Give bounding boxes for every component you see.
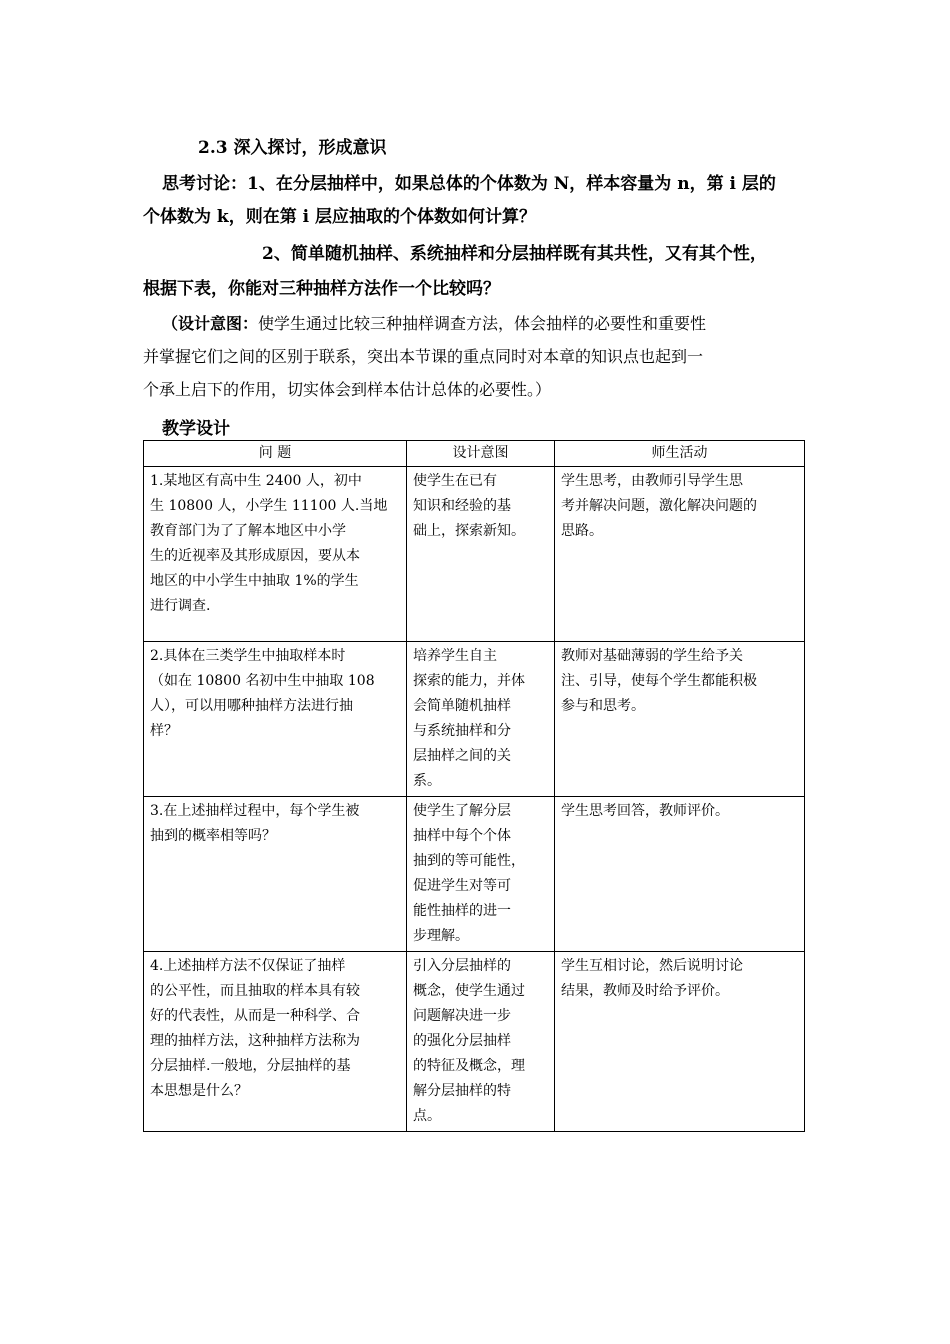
intent-cell: 使学生在已有 知识和经验的基 础上，探索新知。 [407,467,555,642]
problem-cell: 3.在上述抽样过程中，每个学生被 抽到的概率相等吗？ [144,797,407,952]
discussion-question-2-line-2: 根据下表，你能对三种抽样方法作一个比较吗？ [143,279,500,299]
discussion-question-1-line-1: 思考讨论：1、在分层抽样中，如果总体的个体数为 N，样本容量为 n，第 i 层的 [162,174,776,194]
design-intent-text: 使学生通过比较三种抽样调查方法，体会抽样的必要性和重要性 [258,314,707,333]
activity-cell: 教师对基础薄弱的学生给予关 注、引导，使每个学生都能积极 参与和思考。 [555,642,805,797]
table-header-row [144,441,805,467]
header-activity: 师生活动 [555,441,805,467]
activity-cell: 学生思考，由教师引导学生思 考并解决问题，激化解决问题的 思路。 [555,467,805,642]
table-title: 教学设计 [162,419,230,439]
problem-cell: 4.上述抽样方法不仅保证了抽样 的公平性，而且抽取的样本具有较 好的代表性，从而是一种科学、合 理的抽样方法，这种抽样方法称为 分层抽样.一般地，分层抽样的基 本思想是什么？ [144,952,407,1132]
design-intent-line-1 [162,311,706,334]
table-row [144,952,805,1132]
problem-cell: 1.某地区有高中生 2400 人，初中 生 10800 人，小学生 11100 人.当地 教育部门为了了解本地区中小学 生的近视率及其形成原因，要从本 地区的中小学生中抽取 1%的学生 进行调查. [144,467,407,642]
intent-cell: 引入分层抽样的 概念，使学生通过 问题解决进一步 的强化分层抽样 的特征及概念，理 解分层抽样的特 点。 [407,952,555,1132]
design-intent-label: （设计意图： [162,314,259,333]
activity-cell: 学生思考回答，教师评价。 [555,797,805,952]
table-row [144,642,805,797]
intent-cell: 使学生了解分层 抽样中每个个体 抽到的等可能性， 促进学生对等可 能性抽样的进一 步理解。 [407,797,555,952]
design-intent-line-2: 并掌握它们之间的区别于联系，突出本节课的重点同时对本章的知识点也起到一 [143,347,704,366]
discussion-question-1-line-2: 个体数为 k，则在第 i 层应抽取的个体数如何计算？ [143,207,536,227]
activity-cell: 学生互相讨论，然后说明讨论 结果，教师及时给予评价。 [555,952,805,1132]
table-row [144,467,805,642]
header-problem: 问 题 [144,441,407,467]
table-row [144,797,805,952]
discussion-question-2-line-1: 2、简单随机抽样、系统抽样和分层抽样既有其共性，又有其个性， [262,244,767,264]
header-intent: 设计意图 [407,441,555,467]
problem-cell: 2.具体在三类学生中抽取样本时 （如在 10800 名初中生中抽取 108 人），可以用哪种抽样方法进行抽 样？ [144,642,407,797]
intent-cell: 培养学生自主 探索的能力，并体 会简单随机抽样 与系统抽样和分 层抽样之间的关 系。 [407,642,555,797]
teaching-design-table [143,440,805,1132]
design-intent-line-3: 个承上启下的作用，切实体会到样本估计总体的必要性。） [143,380,552,399]
section-title: 2.3 深入探讨，形成意识 [198,138,387,158]
